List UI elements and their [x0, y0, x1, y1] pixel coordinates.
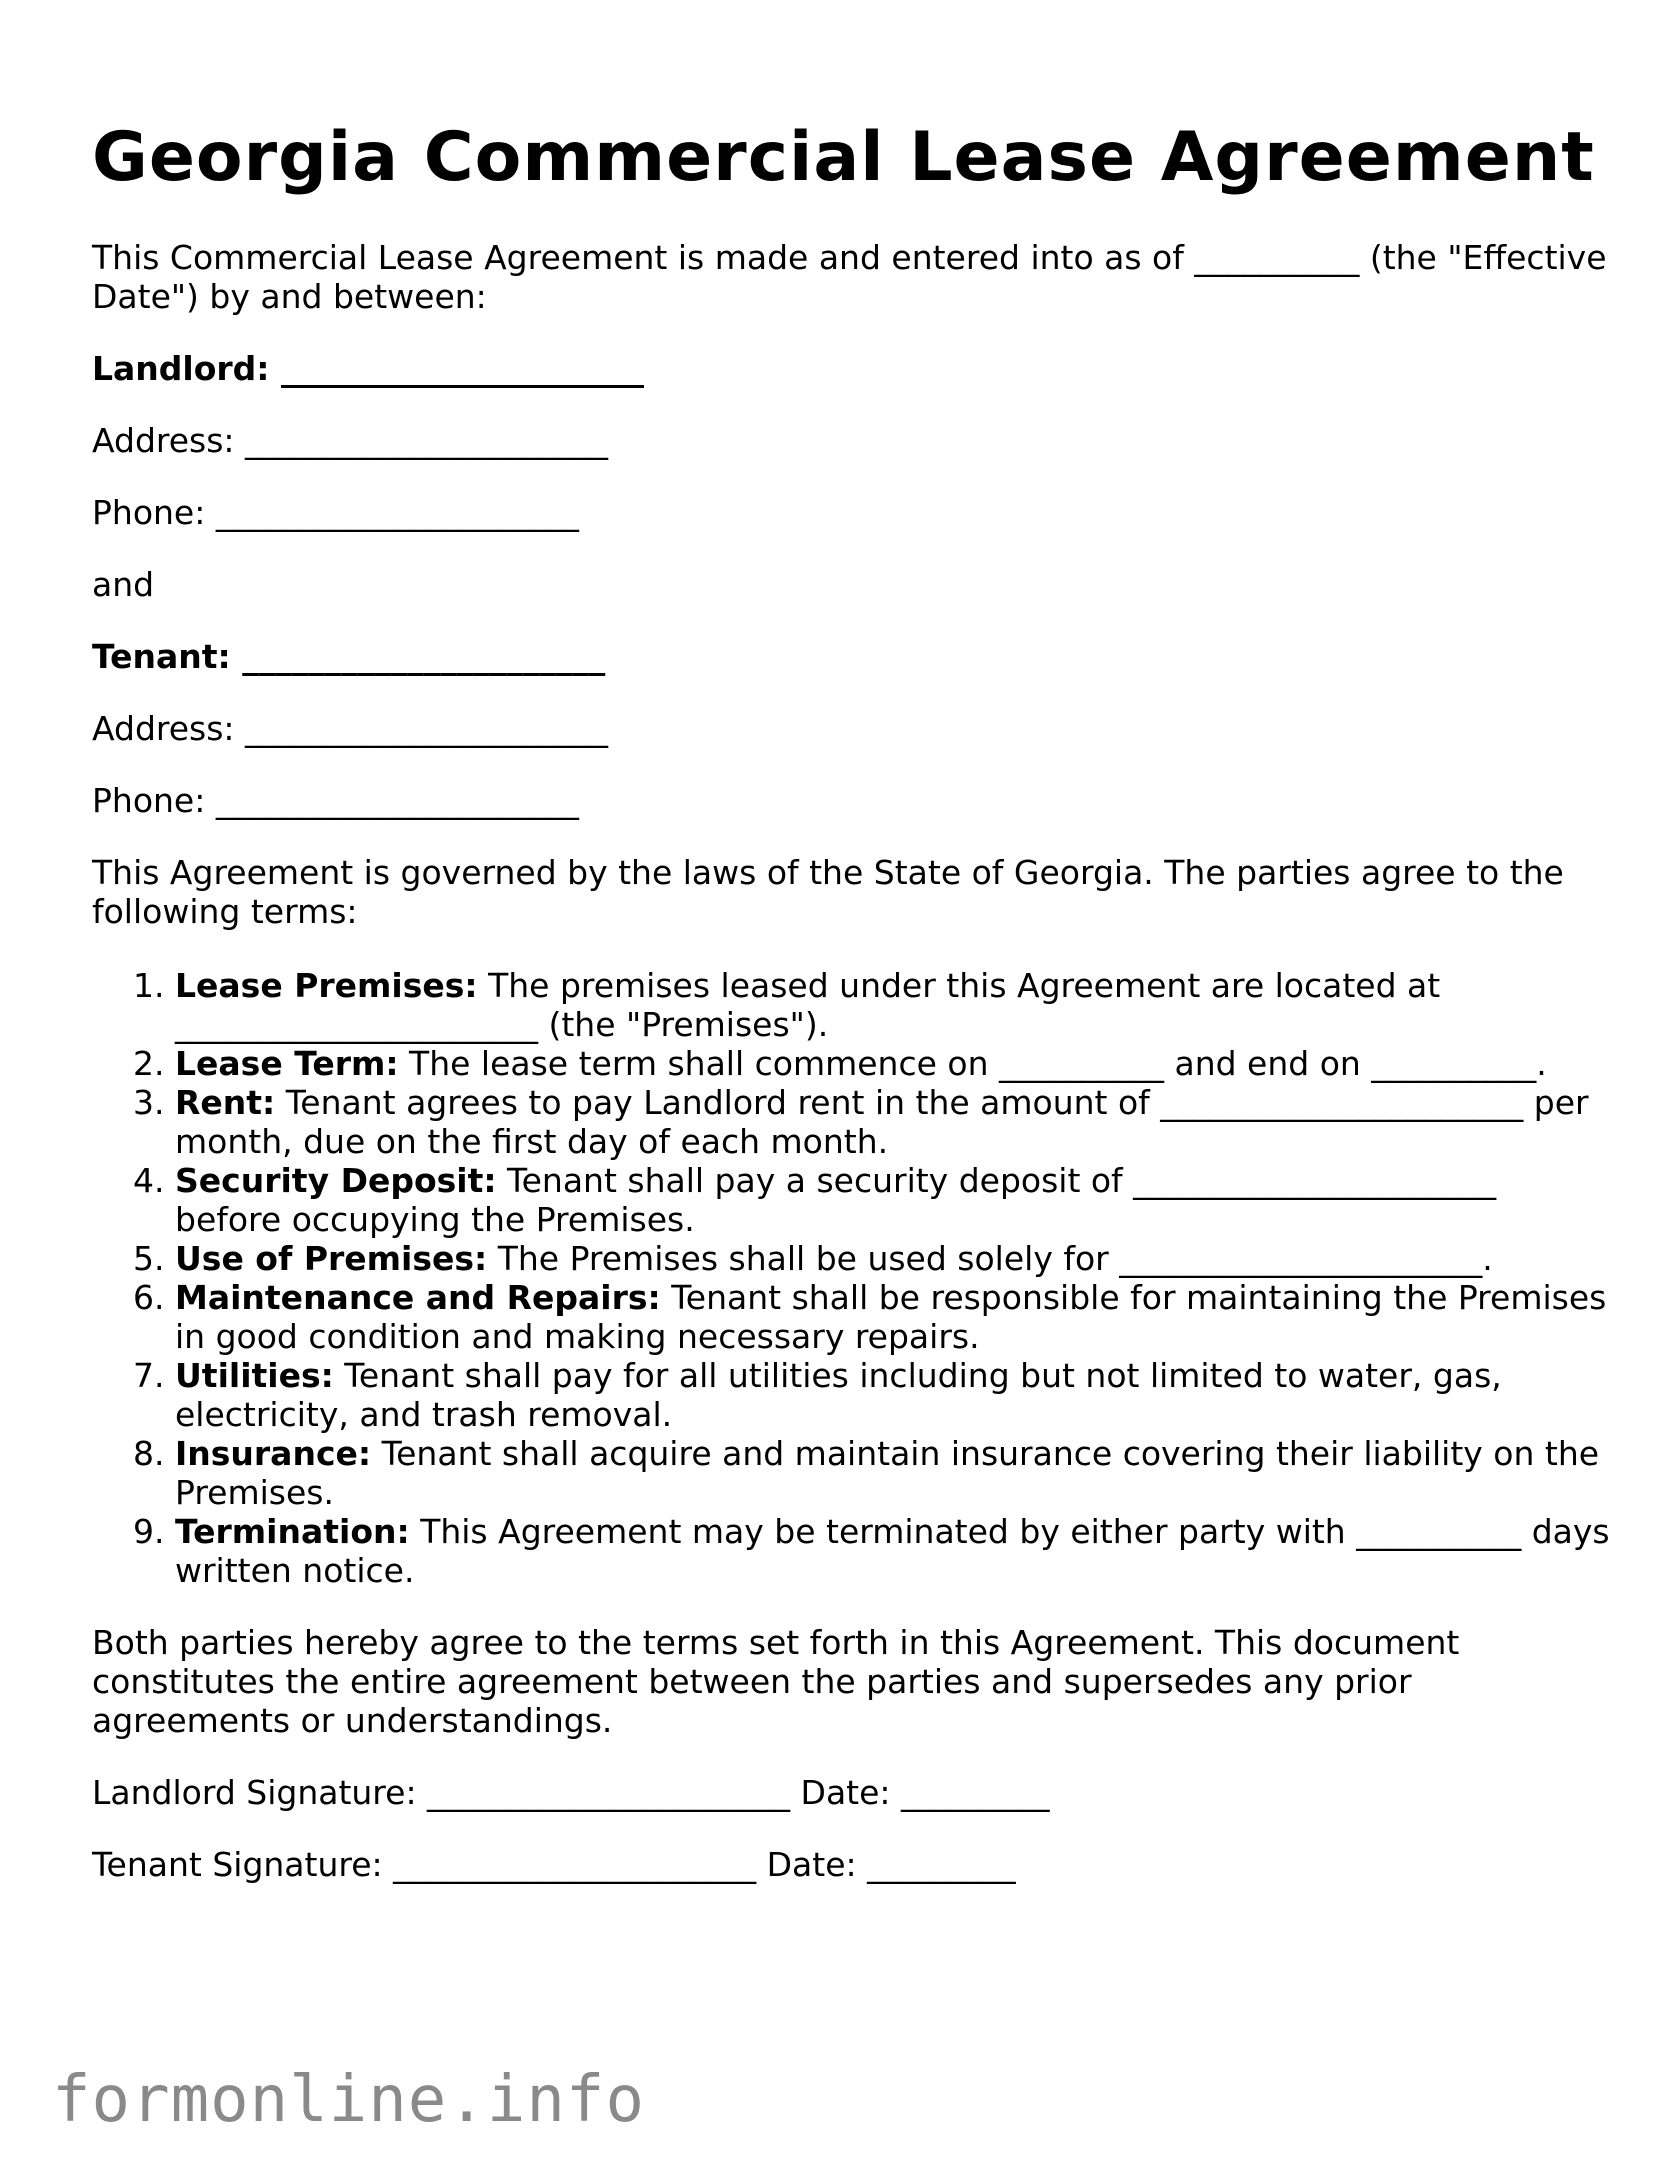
tenant-blank: ______________________: [230, 637, 606, 676]
term-item: [175, 1356, 1612, 1434]
tenant-phone-label: Phone:: [92, 781, 206, 820]
landlord-address-blank: ______________________: [234, 421, 609, 460]
term-text: The premises leased under this Agreement are located at ______________________ (the "Premises").: [175, 966, 1441, 1044]
term-heading: Lease Term:: [175, 1044, 399, 1083]
landlord-address-line: [92, 421, 1612, 460]
term-item: [175, 1512, 1612, 1590]
document-page: [92, 118, 1612, 1884]
term-heading: Maintenance and Repairs:: [175, 1278, 661, 1317]
term-item: [175, 1434, 1612, 1512]
landlord-phone-blank: ______________________: [205, 493, 579, 532]
closing-paragraph: Both parties hereby agree to the terms set forth in this Agreement. This document constitutes the entire agreement between the parties and supersedes any prior agreements or understandings.: [92, 1623, 1460, 1740]
intro-text-end: (the "Effective Date") by and between:: [92, 238, 1607, 316]
term-item: [175, 1239, 1612, 1278]
term-heading: Termination:: [175, 1512, 410, 1551]
governing-law-paragraph: This Agreement is governed by the laws of the State of Georgia. The parties agree to the following terms:: [92, 853, 1564, 931]
tenant-phone-line: [92, 781, 1612, 820]
term-heading: Use of Premises:: [175, 1239, 488, 1278]
tenant-phone-blank: ______________________: [205, 781, 579, 820]
tenant-address-label: Address:: [92, 709, 235, 748]
term-item: [175, 1278, 1612, 1356]
landlord-line: [92, 349, 1612, 388]
tenant-label: Tenant:: [92, 637, 231, 676]
term-item: [175, 1161, 1612, 1239]
landlord-address-label: Address:: [92, 421, 235, 460]
term-text: Tenant agrees to pay Landlord rent in the amount of ______________________ per month, due on the first day of each month.: [175, 1083, 1589, 1161]
term-item: [175, 1044, 1612, 1083]
term-heading: Utilities:: [175, 1356, 334, 1395]
and-text: and: [92, 565, 155, 604]
term-text: Tenant shall acquire and maintain insurance covering their liability on the Premises.: [175, 1434, 1600, 1512]
intro-paragraph: [92, 238, 1612, 316]
term-item: [175, 1083, 1612, 1161]
terms-list: [92, 966, 1612, 1590]
landlord-blank: ______________________: [269, 349, 644, 388]
term-text: Tenant shall be responsible for maintaining the Premises in good condition and making necessary repairs.: [175, 1278, 1607, 1356]
term-heading: Insurance:: [175, 1434, 372, 1473]
term-heading: Security Deposit:: [175, 1161, 497, 1200]
tenant-signature-line: Tenant Signature: ______________________ Date: _________: [92, 1845, 1016, 1884]
landlord-phone-line: [92, 493, 1612, 532]
landlord-phone-label: Phone:: [92, 493, 206, 532]
effective-date-blank: __________: [1194, 238, 1360, 277]
term-text: Tenant shall pay a security deposit of ______________________ before occupying the Premises.: [175, 1161, 1497, 1239]
landlord-signature-line: Landlord Signature: ______________________ Date: _________: [92, 1773, 1050, 1812]
intro-text-start: This Commercial Lease Agreement is made and entered into as of: [92, 238, 1195, 277]
tenant-address-blank: ______________________: [234, 709, 609, 748]
term-text: The lease term shall commence on __________ and end on __________.: [398, 1044, 1547, 1083]
term-heading: Lease Premises:: [175, 966, 478, 1005]
tenant-line: [92, 637, 1612, 676]
document-title: Georgia Commercial Lease Agreement: [92, 118, 1595, 197]
term-text: The Premises shall be used solely for ______________________.: [487, 1239, 1493, 1278]
term-item: [175, 966, 1612, 1044]
term-text: Tenant shall pay for all utilities including but not limited to water, gas, electricity, and trash removal.: [175, 1356, 1502, 1434]
landlord-label: Landlord:: [92, 349, 270, 388]
watermark: formonline.info: [52, 2063, 645, 2137]
term-heading: Rent:: [175, 1083, 276, 1122]
tenant-address-line: [92, 709, 1612, 748]
term-text: This Agreement may be terminated by either party with __________ days written notice.: [175, 1512, 1610, 1590]
